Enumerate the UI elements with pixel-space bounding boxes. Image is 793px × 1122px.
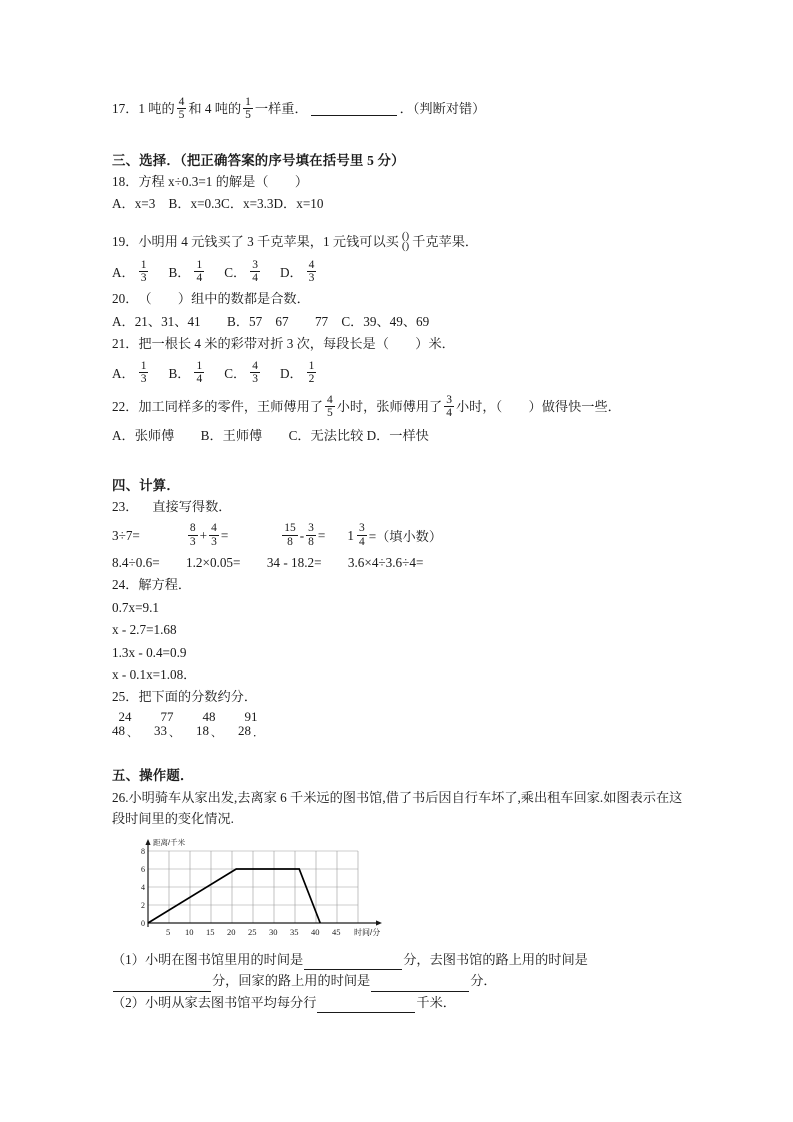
q19-paren-blank[interactable] — [402, 231, 409, 253]
q25-fraction-2[interactable] — [154, 710, 180, 739]
q26-stem: 小明骑车从家出发,去离家 6 千米远的图书馆,借了书后因自行车坏了,乘出租车回家.如图表示在这段时间里的变化情况. — [112, 790, 683, 827]
chart-y-axis — [145, 839, 150, 927]
q21-option-b-label: B． — [168, 365, 191, 381]
q24-equation-2[interactable]: x - 2.7=1.68 — [112, 622, 177, 638]
q19-option-c-fraction — [250, 259, 260, 285]
q19-paren-blank-bottom: () — [401, 240, 410, 253]
svg-text:8: 8 — [141, 846, 145, 856]
q23-item-2-operator: + — [199, 527, 208, 543]
q26-sub-2-suffix: 千米． — [416, 994, 456, 1010]
question-20-options[interactable]: A．21、31、41 B．57 67 77 C．39、49、69 — [112, 313, 430, 329]
question-21-options — [112, 360, 684, 386]
q21-option-b-fraction — [194, 360, 204, 386]
section-5-title: 五、操作题． — [112, 768, 194, 784]
q23-item-2-equals: = — [220, 527, 229, 543]
q22-fraction-1 — [325, 394, 335, 420]
distance-time-chart — [126, 835, 394, 943]
q25-separator-3: 、 — [211, 726, 222, 739]
q17-text-b: 和 4 吨的 — [188, 100, 242, 116]
q19-number: 19． — [112, 234, 139, 250]
chart-y-tick-labels — [141, 847, 145, 928]
question-19 — [112, 229, 684, 254]
q25-separator-4: ． — [253, 726, 264, 739]
q19-option-a-label: A． — [112, 264, 135, 280]
q23-item-2-a-numerator: 8 — [189, 522, 196, 535]
q23-item-4-whole: 1 — [347, 527, 354, 543]
q17-number: 17． — [112, 100, 139, 116]
q23-item-4[interactable] — [347, 523, 442, 549]
q18-stem: 方程 x÷0.3=1 的解是（ ） — [138, 173, 309, 189]
chart-xtick-45: 45 — [332, 926, 341, 937]
q23-stem: 直接写得数． — [152, 498, 232, 514]
q25-fraction-3[interactable] — [196, 710, 222, 739]
q23-item-3-operator: - — [299, 527, 305, 543]
q23-item-3-a-numerator: 15 — [284, 522, 296, 535]
question-21 — [112, 334, 684, 354]
question-25-fractions — [112, 710, 684, 739]
chart-xtick-10: 10 — [185, 926, 194, 937]
chart-xtick-35: 35 — [290, 926, 299, 937]
q19-option-d-denominator: 3 — [308, 272, 315, 285]
q23-item-2-fraction-b — [209, 522, 219, 548]
q22-text-a: 加工同样多的零件，王师傅用了 — [138, 398, 323, 414]
q19-option-a[interactable] — [112, 259, 150, 285]
question-20 — [112, 289, 684, 309]
q25-fraction-4[interactable] — [238, 710, 264, 739]
q21-option-d[interactable] — [280, 360, 318, 386]
q21-option-b-denominator: 4 — [196, 373, 203, 386]
q17-fraction-2-denominator: 5 — [245, 108, 251, 121]
q19-text-b: 千克苹果． — [412, 234, 479, 250]
q23-item-3-a-denominator: 8 — [287, 535, 293, 548]
page-content — [112, 96, 684, 1013]
q22-text-b: 小时，张师傅用了 — [336, 398, 443, 414]
q19-option-d[interactable] — [280, 259, 318, 285]
q19-option-d-label: D． — [279, 264, 303, 280]
chart-x-tick-labels — [126, 927, 394, 941]
q26-sub-1-blank-2[interactable] — [113, 978, 211, 992]
q23-item-3-fraction-a — [282, 522, 298, 548]
question-24 — [112, 575, 684, 595]
q21-option-d-numerator: 1 — [308, 359, 315, 372]
q25-fraction-3-numerator: 48 — [202, 708, 216, 724]
question-23-row-2[interactable]: 8.4÷0.6= 1.2×0.05= 34 - 18.2= 3.6×4÷3.6÷4= — [112, 554, 424, 570]
q22-fraction-1-numerator: 4 — [327, 393, 333, 406]
q21-option-a-fraction — [139, 360, 149, 386]
q26-sub-1-suffix: 分． — [470, 973, 497, 989]
svg-text:2: 2 — [141, 900, 145, 910]
q24-number: 24． — [112, 577, 139, 593]
section-3-title: 三、选择．（把正确答案的序号填在括号里 5 分） — [112, 152, 405, 168]
q24-equation-3[interactable]: 1.3x - 0.4=0.9 — [112, 644, 187, 660]
q24-equation-1[interactable]: 0.7x=9.1 — [112, 599, 159, 615]
spacer — [112, 739, 684, 765]
q21-option-b[interactable] — [168, 360, 206, 386]
q26-sub-2 — [112, 992, 684, 1013]
spacer — [112, 124, 684, 150]
q23-item-4-tail: =（填小数） — [368, 529, 443, 545]
question-26 — [112, 787, 684, 830]
q21-stem: 把一根长 4 米的彩带对折 3 次，每段长是（ ）米． — [138, 335, 455, 351]
q21-option-b-numerator: 1 — [196, 359, 203, 372]
q25-fraction-4-numerator: 91 — [244, 708, 258, 724]
q21-option-c-denominator: 3 — [252, 373, 258, 386]
question-23-row-1 — [112, 523, 684, 549]
q25-fraction-2-numerator: 77 — [160, 708, 174, 724]
q22-fraction-2-denominator: 4 — [446, 407, 452, 420]
chart-y-axis-label: 距离/千米 — [153, 837, 186, 847]
question-25 — [112, 687, 684, 707]
q19-option-c[interactable] — [224, 259, 262, 285]
q23-item-4-denominator: 4 — [358, 535, 365, 548]
q22-number: 22． — [112, 398, 139, 414]
q25-number: 25． — [112, 689, 139, 705]
q23-item-2-fraction-a — [188, 522, 198, 548]
q17-text-a: 1 吨的 — [138, 100, 175, 116]
q23-item-2-b-denominator: 3 — [211, 535, 217, 548]
chart-x-axis-label: 时间/分 — [354, 927, 381, 937]
q17-text-d: ．（判断对错） — [399, 100, 486, 116]
q19-option-c-label: C． — [224, 264, 247, 280]
q25-fraction-4-denominator: 28 — [238, 723, 251, 739]
question-18-options[interactable]: A．x=3 B．x=0.3C．x=3.3D．x=10 — [112, 196, 324, 212]
chart-gridlines — [148, 851, 358, 923]
q21-option-a[interactable] — [112, 360, 150, 386]
q21-option-d-denominator: 2 — [308, 373, 315, 386]
q25-fraction-1[interactable] — [112, 710, 138, 739]
q22-fraction-2-numerator: 3 — [446, 393, 452, 406]
chart-xtick-25: 25 — [248, 926, 257, 937]
question-17 — [112, 96, 684, 122]
spacer — [112, 449, 684, 475]
q23-item-4-mixed-number — [347, 523, 368, 549]
svg-text:6: 6 — [141, 864, 145, 874]
q22-fraction-1-denominator: 5 — [327, 407, 333, 420]
q22-fraction-2 — [444, 394, 454, 420]
q26-number: 26. — [112, 790, 129, 806]
q26-sub-2-blank-1[interactable] — [317, 999, 415, 1013]
svg-text:0: 0 — [141, 918, 145, 928]
q19-option-c-denominator: 4 — [252, 272, 258, 285]
question-18 — [112, 172, 684, 192]
q17-fraction-2 — [243, 96, 253, 122]
q26-sub-1-mid-1: 分，去图书馆的路上用的时间是 — [403, 951, 588, 967]
q21-option-d-fraction — [307, 360, 317, 386]
question-19-options — [112, 259, 684, 285]
q26-sub-1-blank-3[interactable] — [371, 978, 469, 992]
q26-sub-1-blank-1[interactable] — [304, 957, 402, 971]
q20-stem: （ ）组中的数都是合数． — [138, 291, 310, 307]
q21-option-c-fraction — [250, 360, 260, 386]
q17-text-c: 一样重． — [254, 100, 308, 116]
q26-sub-1-mid-2: 分，回家的路上用的时间是 — [212, 973, 371, 989]
q21-option-d-label: D． — [279, 365, 303, 381]
q21-option-a-numerator: 1 — [140, 359, 147, 372]
q19-option-c-numerator: 3 — [252, 258, 258, 271]
q25-fraction-1-numerator: 24 — [118, 708, 132, 724]
q26-sub-1-prefix: （1）小明在图书馆里用的时间是 — [112, 951, 304, 967]
spacer — [112, 217, 684, 232]
q19-option-d-fraction — [307, 259, 317, 285]
q22-text-c: 小时，（ ）做得快一些． — [456, 398, 621, 414]
q23-number: 23． — [112, 498, 139, 514]
q23-item-4-numerator: 3 — [358, 522, 365, 535]
q23-item-3-equals: = — [317, 527, 326, 543]
section-4-title: 四、计算． — [112, 477, 180, 493]
q23-item-4-fraction — [357, 522, 367, 548]
chart-xtick-20: 20 — [227, 926, 236, 937]
q26-sub-2-prefix: （2）小明从家去图书馆平均每分行 — [112, 994, 317, 1010]
q17-answer-blank[interactable] — [311, 102, 397, 116]
q25-fraction-2-denominator: 33 — [154, 723, 167, 739]
q17-fraction-1 — [177, 96, 187, 122]
chart-xtick-40: 40 — [311, 926, 320, 937]
q17-fraction-1-denominator: 5 — [178, 108, 185, 121]
q25-fraction-3-denominator: 18 — [196, 723, 209, 739]
chart-data-line — [148, 869, 320, 923]
q17-fraction-2-numerator: 1 — [245, 95, 251, 108]
q19-option-a-numerator: 1 — [140, 258, 147, 271]
q21-option-c-label: C． — [224, 365, 247, 381]
q23-item-3[interactable] — [280, 523, 325, 549]
q19-option-d-numerator: 4 — [308, 258, 315, 271]
question-22-options[interactable]: A．张师傅 B．王师傅 C．无法比较 D．一样快 — [112, 428, 429, 444]
q23-item-2-a-denominator: 3 — [189, 535, 196, 548]
chart-xtick-15: 15 — [206, 926, 215, 937]
q20-number: 20． — [112, 291, 139, 307]
q23-item-1[interactable]: 3÷7= — [112, 527, 140, 543]
q25-stem: 把下面的分数约分． — [138, 689, 258, 705]
q23-item-2[interactable] — [186, 523, 228, 549]
q18-number: 18． — [112, 173, 139, 189]
svg-text:4: 4 — [141, 882, 145, 892]
q19-option-b-denominator: 4 — [196, 272, 203, 285]
question-23 — [112, 497, 684, 517]
q26-sub-1 — [112, 949, 684, 992]
q24-equation-4[interactable]: x - 0.1x=1.08． — [112, 667, 197, 683]
q21-number: 21． — [112, 335, 139, 351]
q21-option-a-denominator: 3 — [140, 373, 147, 386]
q23-item-3-b-denominator: 8 — [308, 535, 314, 548]
q25-separator-2: 、 — [169, 726, 180, 739]
chart-x-axis — [148, 920, 382, 925]
chart-xtick-5: 5 — [166, 926, 171, 937]
q21-option-a-label: A． — [112, 365, 135, 381]
q19-paren-blank-top: () — [401, 229, 410, 242]
q19-option-b[interactable] — [168, 259, 206, 285]
q19-text-a: 小明用 4 元钱买了 3 千克苹果，1 元钱可以买 — [138, 234, 399, 250]
question-22 — [112, 394, 684, 420]
q21-option-c[interactable] — [224, 360, 262, 386]
q23-item-2-b-numerator: 4 — [211, 522, 217, 535]
q19-option-a-fraction — [139, 259, 149, 285]
spacer — [112, 386, 684, 394]
q24-stem: 解方程． — [138, 577, 192, 593]
q25-fraction-1-denominator: 48 — [112, 723, 125, 739]
q25-separator-1: 、 — [127, 726, 138, 739]
q23-item-3-fraction-b — [306, 522, 316, 548]
q23-item-3-b-numerator: 3 — [308, 522, 314, 535]
q17-fraction-1-numerator: 4 — [178, 95, 185, 108]
chart-xtick-30: 30 — [269, 926, 278, 937]
q21-option-c-numerator: 4 — [252, 359, 258, 372]
q19-option-b-fraction — [194, 259, 204, 285]
q19-option-b-numerator: 1 — [196, 258, 203, 271]
q19-option-a-denominator: 3 — [140, 272, 147, 285]
q19-option-b-label: B． — [168, 264, 191, 280]
